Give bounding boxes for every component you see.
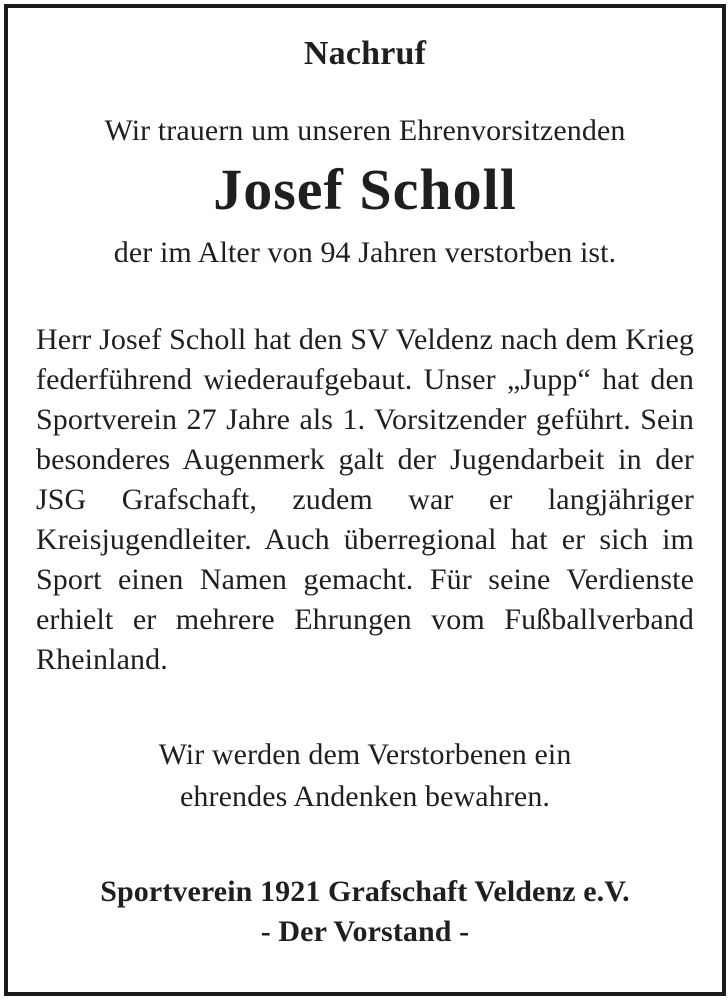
closing-line-2: ehrendes Andenken bewahren. bbox=[179, 780, 551, 813]
closing-text bbox=[36, 734, 694, 818]
intro-line: Wir trauern um unseren Ehrenvorsitzenden bbox=[104, 114, 626, 147]
obituary-body: Herr Josef Scholl hat den SV Veldenz nach dem Krieg federführend wiederaufgebaut. Unser „Jupp“ hat den Sportverein 27 Jahre als 1. Vorsitzender geführt. Sein besonderes Augenmerk galt der Jugendarbeit in der JSG Grafschaft, zudem war er langjähriger Kreisjugendleiter. Auch überregional hat er sich im Sport einen Namen gemacht. Für seine Verdienste erhielt er mehrere Ehrungen vom Fußballverband Rheinland. bbox=[36, 323, 694, 676]
age-line: der im Alter von 94 Jahren verstorben ist. bbox=[113, 236, 617, 269]
signature-organization: Sportverein 1921 Grafschaft Veldenz e.V. bbox=[100, 875, 630, 908]
obituary-frame bbox=[4, 4, 726, 996]
signature-block bbox=[36, 872, 694, 952]
closing-line-1: Wir werden dem Verstorbenen ein bbox=[158, 738, 572, 771]
obituary-heading: Nachruf bbox=[303, 35, 427, 72]
signature-board: - Der Vorstand - bbox=[260, 915, 470, 948]
obituary-content bbox=[36, 34, 694, 952]
deceased-name: Josef Scholl bbox=[213, 157, 517, 222]
